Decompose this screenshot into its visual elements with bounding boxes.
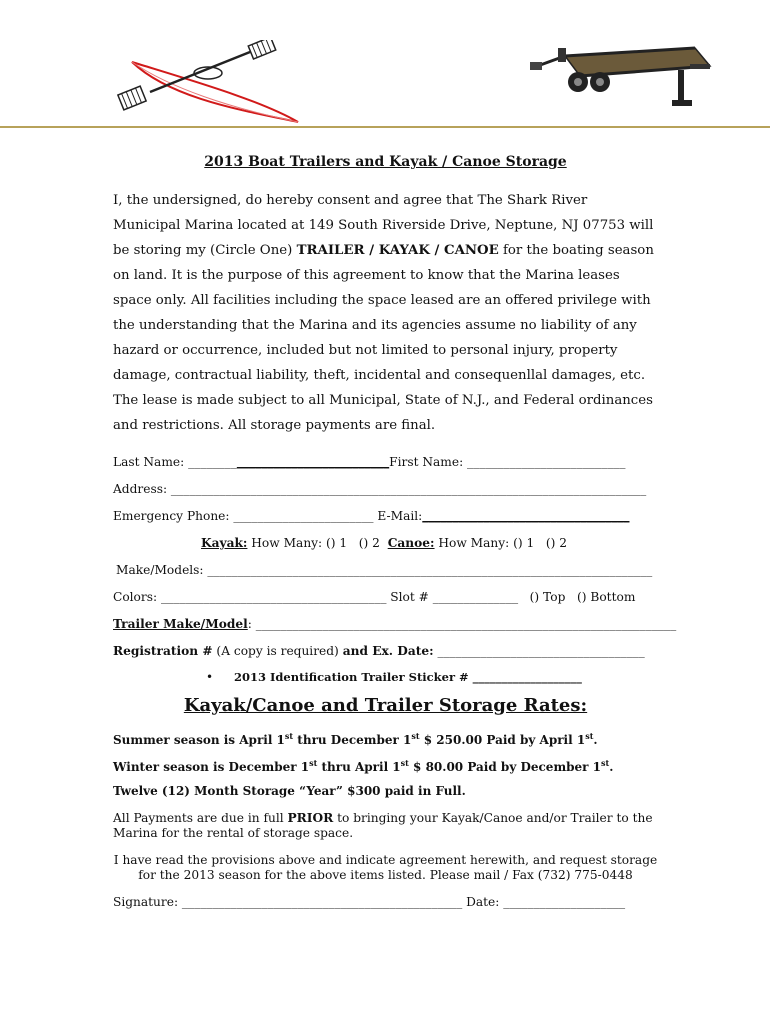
rates-heading: Kayak/Canoe and Trailer Storage Rates: bbox=[183, 695, 588, 716]
header-rule bbox=[0, 126, 770, 128]
kayak-count-options[interactable]: How Many: () 1 () 2 bbox=[247, 536, 388, 550]
trailer-row bbox=[113, 617, 676, 631]
email-field[interactable]: __________________________________ bbox=[422, 509, 630, 523]
canoe-count-options[interactable]: How Many: () 1 () 2 bbox=[434, 536, 568, 550]
name-row bbox=[113, 455, 626, 469]
registration-row bbox=[113, 644, 645, 658]
registration-note: (A copy is required) bbox=[212, 644, 343, 658]
page-header bbox=[0, 0, 770, 128]
first-name-field[interactable]: First Name: __________________________ bbox=[389, 455, 626, 469]
boat-count-row bbox=[201, 536, 567, 550]
circle-one-options: TRAILER / KAYAK / CANOE bbox=[296, 243, 499, 258]
ex-date-field[interactable]: __________________________________ bbox=[433, 644, 645, 658]
sticker-bullet: • bbox=[206, 670, 214, 684]
boat-trailer-icon bbox=[530, 38, 720, 113]
payments-paragraph: All Payments are due in full PRIOR to bringing your Kayak/Canoe and/or Trailer to the Marina for the rental of storage space. bbox=[113, 811, 653, 840]
kayak-label: Kayak: bbox=[201, 536, 248, 550]
address-field[interactable]: Address: ______________________________________________________________________________ bbox=[113, 482, 647, 496]
colors-slot-row[interactable]: Colors: _____________________________________ Slot # ______________ () Top () Bottom bbox=[113, 590, 636, 604]
sticker-field[interactable]: 2013 Identification Trailer Sticker # ___________________ bbox=[234, 670, 582, 684]
page-title: 2013 Boat Trailers and Kayak / Canoe Storage bbox=[204, 154, 567, 170]
kayak-paddle-icon bbox=[110, 40, 305, 125]
registration-label: Registration # bbox=[113, 644, 213, 658]
agreement-text-2: for the boating season on land. It is the purpose of this agreement to know that the Marina leases space only. All facilities including the space leased are an offered privilege with the understanding that the Marina and its agencies assume no liability of any hazard or occurrence, included but not limited to personal injury, property damage, contractual liability, theft, incidental and consequenllal damages, etc. The lease is made subject to all Municipal, State of N.J., and Federal ordinances and restrictions. All storage payments are final. bbox=[113, 243, 654, 433]
ex-date-label: and Ex. Date: bbox=[342, 644, 434, 658]
trailer-make-model-field[interactable]: : _____________________________________________________________________ bbox=[247, 617, 677, 631]
contact-row bbox=[113, 509, 629, 523]
winter-rate: Winter season is December 1st thru April 1st $ 80.00 Paid by December 1st. bbox=[113, 758, 614, 774]
canoe-label: Canoe: bbox=[387, 536, 435, 550]
signature-row[interactable]: Signature: ______________________________________________ Date: ____________________ bbox=[113, 895, 626, 909]
twelve-month-rate: Twelve (12) Month Storage “Year” $300 paid in Full. bbox=[113, 784, 466, 798]
last-name-field[interactable]: Last Name: ________ bbox=[113, 455, 237, 469]
emergency-phone-field[interactable]: Emergency Phone: _______________________ E-Mail: bbox=[113, 509, 423, 523]
trailer-label: Trailer Make/Model bbox=[113, 617, 248, 631]
make-models-field[interactable]: Make/Models: _________________________________________________________________________ bbox=[116, 563, 653, 577]
provisions-paragraph: I have read the provisions above and indicate agreement herewith, and request storage for the 2013 season for the above items listed. Please mail / Fax (732) 775-0448 bbox=[113, 853, 658, 882]
agreement-paragraph bbox=[113, 188, 658, 438]
agreement-text-1: I, the undersigned, do hereby consent and agree that The Shark River Municipal Marina located at 149 South Riverside Drive, Neptune, NJ 07753 will be storing my (Circle One) bbox=[113, 193, 654, 258]
summer-rate: Summer season is April 1st thru December 1st $ 250.00 Paid by April 1st. bbox=[113, 731, 598, 747]
last-name-line[interactable]: _________________________ bbox=[236, 455, 390, 469]
